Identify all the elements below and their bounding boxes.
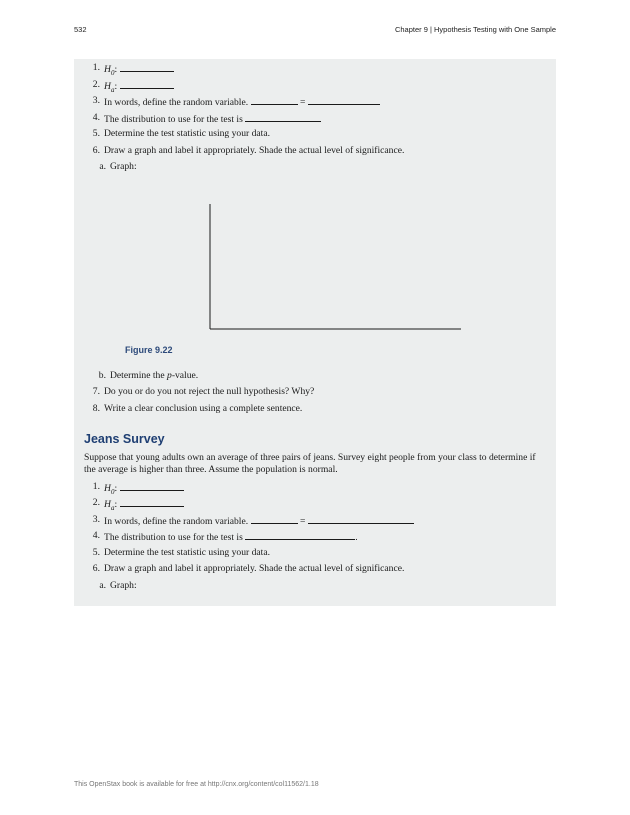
step-test-statistic: 5. Determine the test statistic using your data.	[92, 128, 270, 139]
page-footer: This OpenStax book is available for free at http://cnx.org/content/col11562/1.18	[74, 781, 319, 788]
answer-blank[interactable]	[120, 481, 184, 491]
chapter-title: Chapter 9 | Hypothesis Testing with One Sample	[394, 25, 556, 34]
step-test-statistic: 5. Determine the test statistic using your data.	[92, 547, 270, 558]
answer-blank[interactable]	[245, 530, 355, 540]
step-random-variable: 3. In words, define the random variable. =	[104, 514, 414, 528]
answer-blank[interactable]	[308, 514, 414, 524]
section-intro: Suppose that young adults own an average of three pairs of jeans. Survey eight people from your class to determine if the average is higher than three. Assume the population is normal.	[84, 452, 536, 475]
step-reject-decision: 7. Do you or do you not reject the null hypothesis? Why?	[92, 386, 315, 397]
step-alt-hypothesis: 2. $H_a$:	[104, 497, 184, 514]
step-null-hypothesis: 1. $H_0$:	[104, 481, 184, 498]
answer-blank[interactable]	[120, 62, 174, 72]
answer-blank[interactable]	[120, 497, 184, 507]
answer-blank[interactable]	[245, 112, 321, 122]
substep-graph: a. Graph:	[99, 580, 137, 591]
answer-blank[interactable]	[120, 79, 174, 89]
step-draw-graph: 6. Draw a graph and label it appropriately. Shade the actual level of significance.	[92, 145, 405, 156]
substep-p-value: b. Determine the p-value.	[98, 370, 199, 381]
step-random-variable: 3. In words, define the random variable. =	[104, 95, 380, 109]
step-draw-graph: 6. Draw a graph and label it appropriately. Shade the actual level of significance.	[92, 563, 405, 574]
step-distribution: 4. The distribution to use for the test is	[104, 112, 321, 126]
step-distribution: 4. The distribution to use for the test is .	[92, 530, 358, 543]
section-title: Jeans Survey	[84, 432, 165, 446]
answer-blank[interactable]	[308, 95, 380, 105]
practice-box	[74, 59, 556, 606]
page-number: 532	[74, 25, 87, 34]
step-null-hypothesis: 1. $H_0$:	[104, 62, 174, 79]
answer-blank[interactable]	[251, 95, 298, 105]
answer-blank[interactable]	[251, 514, 298, 524]
figure-caption: Figure 9.22	[125, 345, 173, 355]
step-conclusion: 8. Write a clear conclusion using a complete sentence.	[92, 403, 303, 414]
substep-graph: a. Graph:	[99, 161, 137, 172]
blank-graph-axes	[209, 204, 463, 332]
step-alt-hypothesis: 2. $H_a$:	[104, 79, 174, 96]
